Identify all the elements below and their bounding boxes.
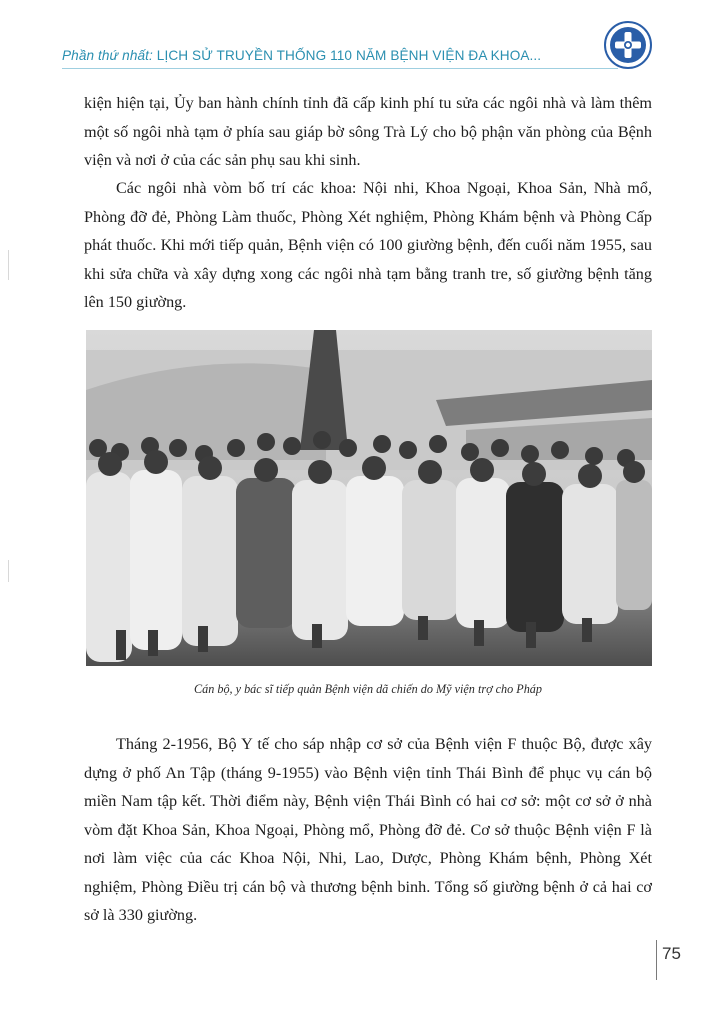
body-paragraph-2: Các ngôi nhà vòm bố trí các khoa: Nội nhi, Khoa Ngoại, Khoa Sản, Nhà mổ, Phòng đỡ đẻ, Phòng Làm thuốc, Phòng Xét nghiệm, Phòng Khám bệnh và Phòng Cấp phát thuốc. Khi mới tiếp quản, Bệnh viện có 100 giường bệnh, đến cuối năm 1955, sau khi sửa chữa và xây dựng xong các ngôi nhà tạm bằng tranh tre, số giường bệnh tăng lên 150 giường. [84, 179, 652, 311]
hospital-cross-logo-icon [603, 20, 653, 70]
scan-margin-mark [8, 560, 9, 582]
running-header [62, 48, 622, 63]
group-photo-image [86, 330, 652, 666]
header-title: LỊCH SỬ TRUYỀN THỐNG 110 NĂM BỆNH VIỆN ĐA KHOA... [156, 48, 542, 63]
historical-group-photo [86, 330, 652, 666]
scan-margin-mark [8, 250, 9, 280]
photo-caption: Cán bộ, y bác sĩ tiếp quản Bệnh viện dã chiến do Mỹ viện trợ cho Pháp [193, 682, 542, 696]
body-paragraph-1: kiện hiện tại, Ủy ban hành chính tỉnh đã cấp kinh phí tu sửa các ngôi nhà và làm thêm một số ngôi nhà tạm ở phía sau giáp bờ sông Trà Lý cho bộ phận văn phòng của Bệnh viện và nơi ở của các sản phụ sau khi sinh. [84, 94, 652, 169]
part-label: Phần thứ nhất: [62, 48, 153, 63]
page-number-divider [656, 940, 657, 980]
body-paragraph-3: Tháng 2-1956, Bộ Y tế cho sáp nhập cơ sở của Bệnh viện F thuộc Bộ, được xây dựng ở phố An Tập (tháng 9-1955) vào Bệnh viện tỉnh Thái Bình để phục vụ cán bộ miền Nam tập kết. Thời điểm này, Bệnh viện Thái Bình có hai cơ sở: một cơ sở ở nhà vòm đặt Khoa Sản, Khoa Ngoại, Phòng mổ, Phòng đỡ đẻ. Cơ sở thuộc Bệnh viện F là nơi làm việc của các Khoa Nội, Nhi, Lao, Dược, Phòng Khám bệnh, Phòng Xét nghiệm, Phòng Điều trị cán bộ và thương bệnh binh. Tổng số giường bệnh ở cả hai cơ sở là 330 giường. [84, 735, 652, 924]
page-number: 75 [662, 944, 681, 963]
header-divider [62, 68, 618, 69]
